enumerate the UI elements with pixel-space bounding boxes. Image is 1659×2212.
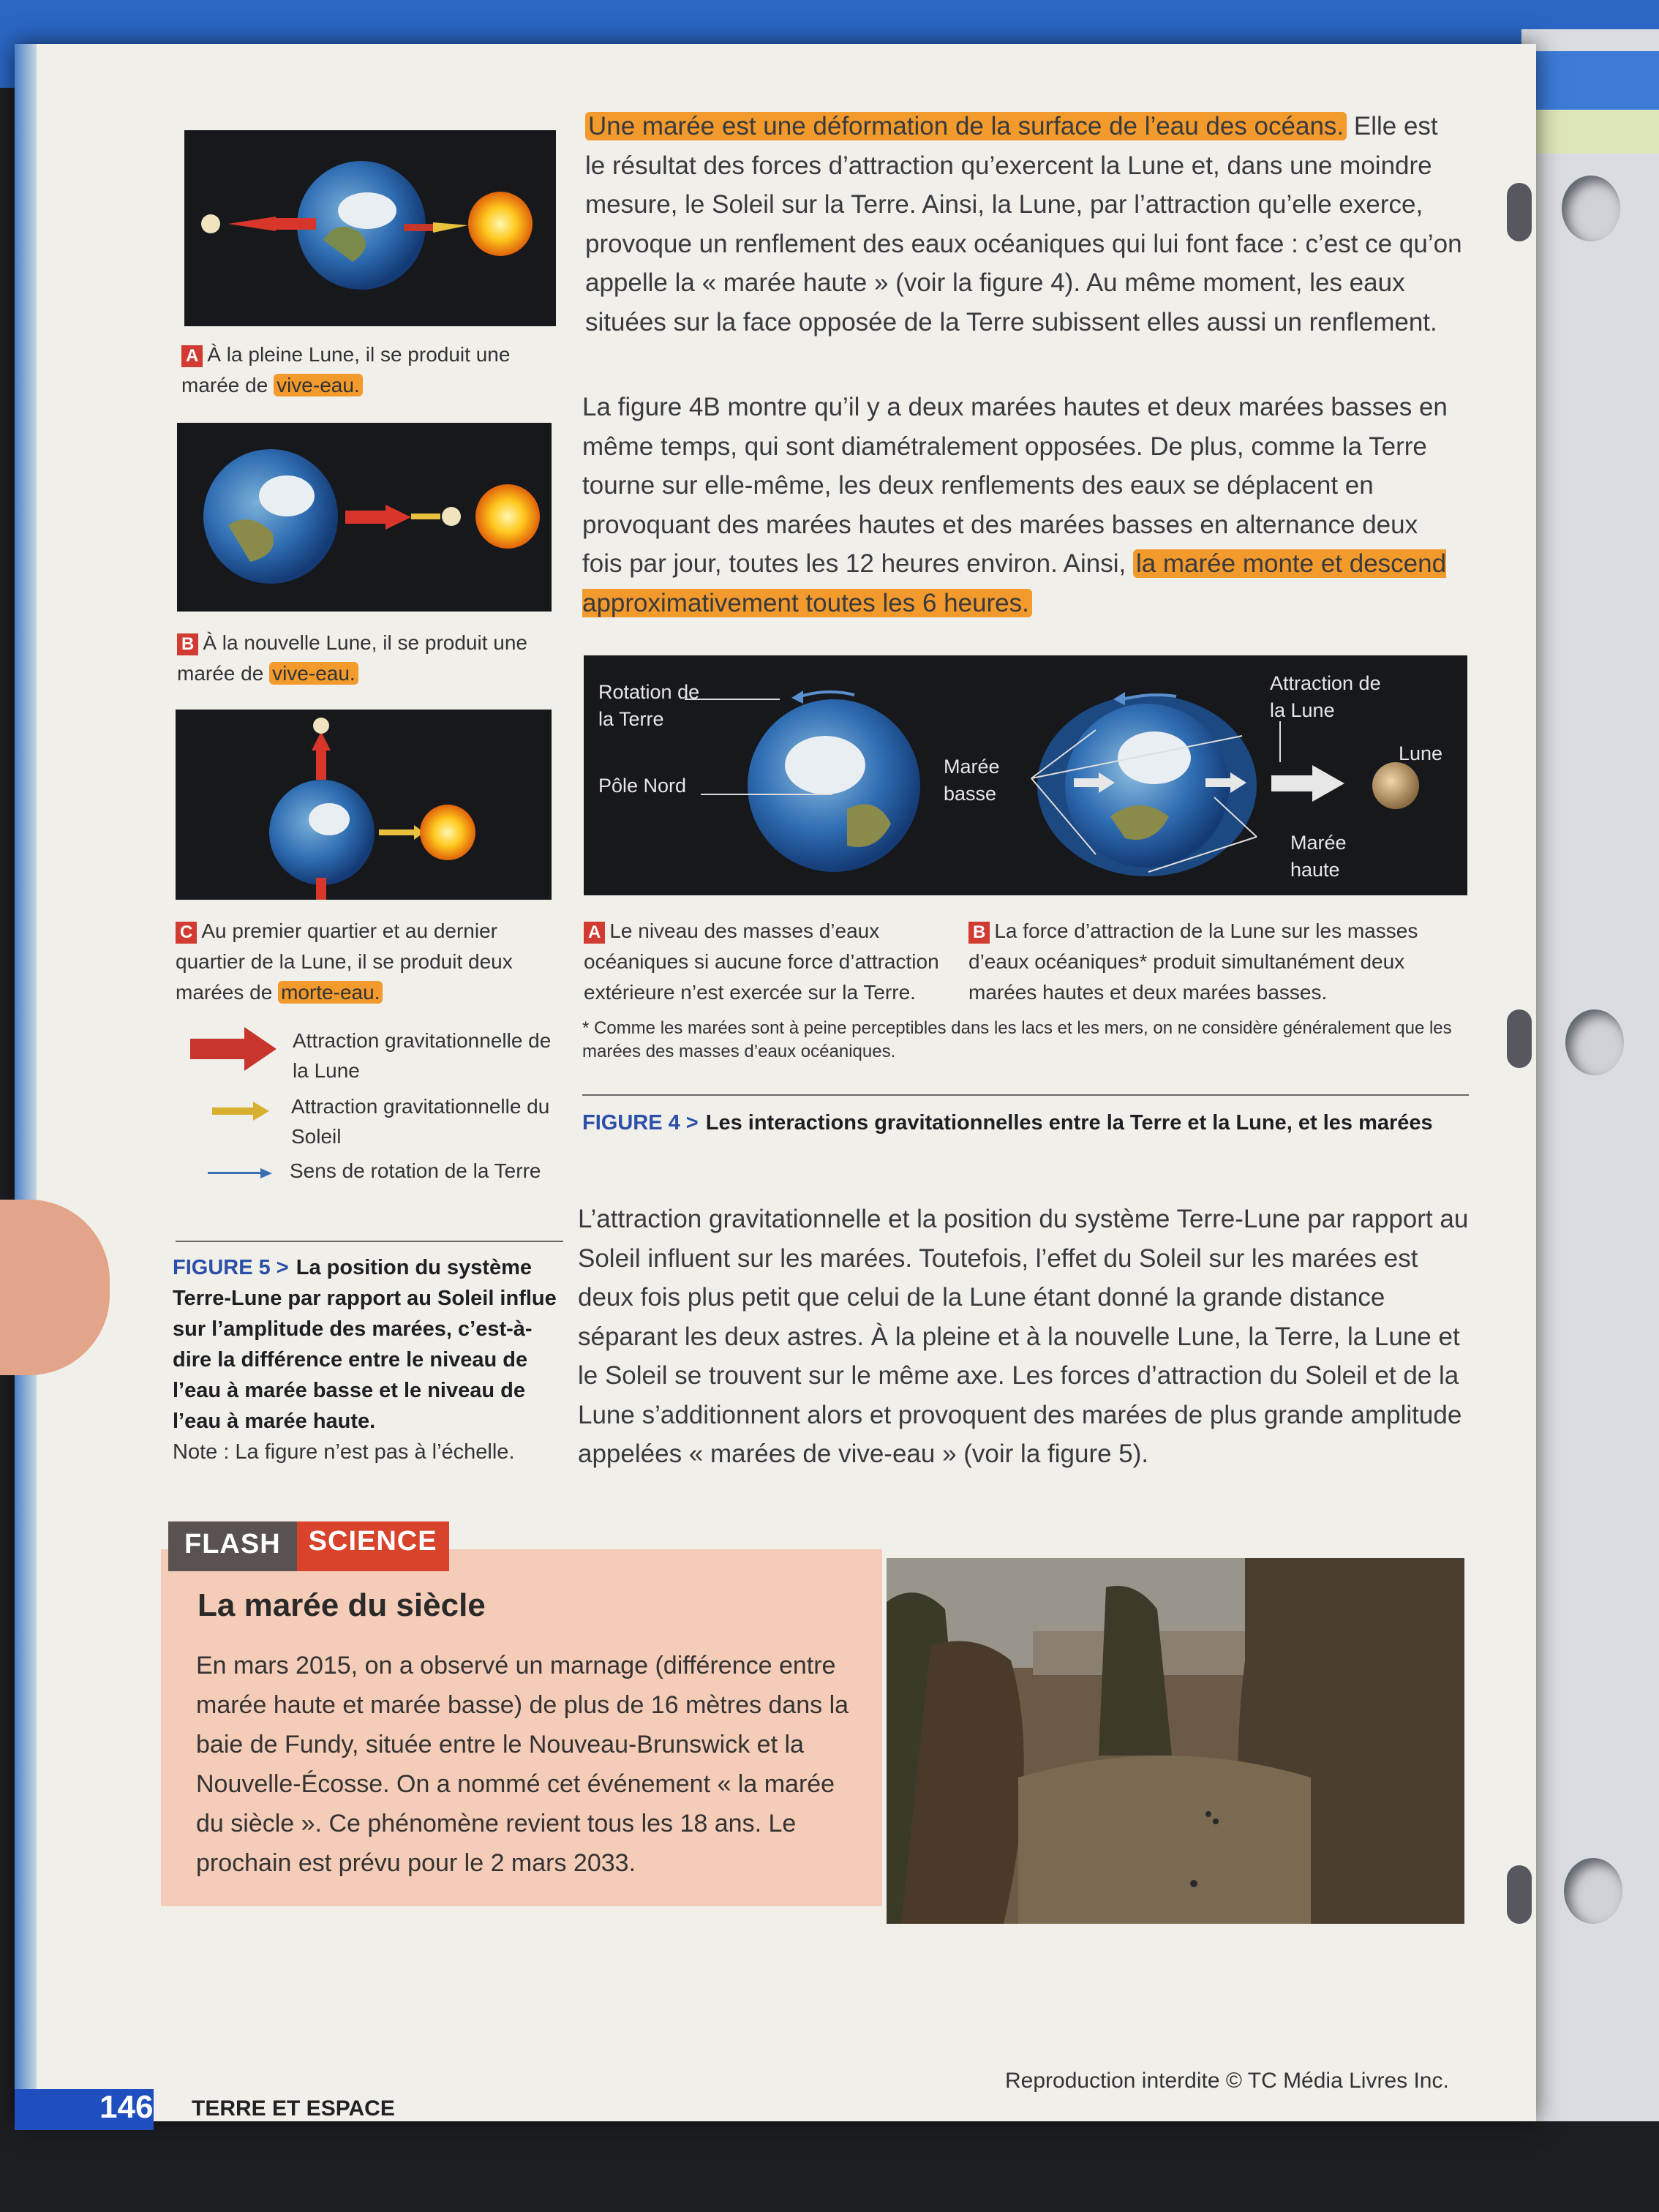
flash-tag-b: SCIENCE	[297, 1521, 449, 1571]
legend-red-arrow-icon	[190, 1027, 278, 1075]
legend-blue-arrow-icon	[208, 1166, 274, 1184]
legend-label-sun: Attraction gravitationnelle du Soleil	[291, 1095, 550, 1148]
figure5-caption-c	[176, 916, 556, 1008]
label-north-pole: Pôle Nord	[598, 775, 687, 797]
figure5-image-b	[177, 423, 552, 612]
textbook-page	[15, 44, 1536, 2125]
figure5-number: FIGURE 5 >	[173, 1256, 289, 1279]
figure5-title	[173, 1252, 568, 1467]
bay-of-fundy-photo	[887, 1558, 1464, 1924]
label-high-tide: Marée haute	[1290, 832, 1347, 881]
copyright: Reproduction interdite © TC Média Livres Inc.	[1005, 2069, 1449, 2093]
figure5-title-text: La position du système Terre-Lune par rapport au Soleil influe sur l’amplitude des marées, c’est-à-dire la différence entre le niveau de l’eau à marée basse et le niveau de l’eau à marée haute.	[173, 1256, 557, 1433]
section-name: TERRE ET ESPACE	[192, 2096, 395, 2121]
legend-label-moon: Attraction gravitationnelle de la Lune	[293, 1029, 552, 1082]
legend-yellow-arrow-icon	[212, 1100, 271, 1126]
figure5-image-a	[184, 130, 556, 326]
paragraph-1-text: Elle est le résultat des forces d’attraction qu’exercent la Lune et, dans une moindre mesure, le Soleil sur la Terre. Ainsi, la Lune, par l’attraction qu’elle exerce, provoque un renflement des eaux océaniques qui lui font face : c’est ce qu’on appelle la « marée haute » (voir la figure 4). Au même moment, les eaux situées sur la face opposée de la Terre subissent elles aussi un renflement.	[585, 112, 1462, 336]
figure4-image	[584, 655, 1467, 895]
caption-text: Au premier quartier et au dernier quartier de la Lune, il se produit deux marées de	[176, 919, 513, 1004]
label-moon-attraction: Attraction de la Lune	[1270, 672, 1381, 721]
flash-tag-a: FLASH	[168, 1521, 297, 1571]
binder-ring	[1507, 1865, 1532, 1924]
page-edge	[15, 44, 37, 2121]
quarter-moon-diagram	[176, 710, 552, 900]
flash-title: La marée du siècle	[198, 1587, 486, 1623]
full-moon-diagram	[184, 130, 556, 326]
binder-hole	[1564, 1858, 1622, 1924]
highlight: vive-eau.	[274, 374, 363, 396]
highlight: morte-eau.	[278, 981, 383, 1004]
binder-ring	[1507, 183, 1532, 241]
label-c: C	[176, 922, 197, 944]
flash-science-tag	[168, 1521, 449, 1571]
figure5-note: Note : La figure n’est pas à l’échelle.	[173, 1440, 515, 1464]
caption-text: Le niveau des masses d’eaux océaniques si aucune force d’attraction extérieure n’est exercée sur la Terre.	[584, 919, 939, 1004]
binder-ring	[1507, 1009, 1532, 1068]
figure4-title	[582, 1107, 1460, 1138]
label-moon: Lune	[1399, 742, 1443, 764]
paragraph-1	[585, 107, 1463, 342]
figure5-caption-a	[181, 339, 562, 401]
new-moon-diagram	[177, 423, 552, 612]
page-number: 146	[99, 2089, 154, 2125]
figure5-image-c	[176, 710, 552, 900]
legend-label-rotation: Sens de rotation de la Terre	[290, 1159, 541, 1182]
label-a: A	[584, 922, 605, 944]
highlight: vive-eau.	[269, 662, 358, 685]
figure4-title-text: Les interactions gravitationnelles entre la Terre et la Lune, et les marées	[705, 1111, 1433, 1135]
highlight: Une marée est une déformation de la surface de l’eau des océans.	[585, 112, 1347, 140]
paragraph-2	[582, 388, 1464, 622]
figure4-number: FIGURE 4 >	[582, 1111, 699, 1135]
figure4-caption-a	[584, 916, 964, 1008]
label-b: B	[177, 633, 198, 655]
paragraph-2-text: La figure 4B montre qu’il y a deux marées hautes et deux marées basses en même temps, qui sont diamétralement opposées. De plus, comme la Terre tourne sur elle-même, les deux renflements des eaux se déplacent en provoquant des marées hautes et des marées basses en alternance deux fois par jour, toutes les 12 heures environ. Ainsi,	[582, 393, 1448, 578]
divider	[176, 1241, 563, 1242]
flash-text: En mars 2015, on a observé un marnage (différence entre marée haute et marée basse) de plus de 16 mètres dans la baie de Fundy, située entre le Nouveau-Brunswick et la Nouvelle-Écosse. On a nommé cet événement « la marée du siècle ». Ce phénomène revient tous les 18 ans. Le prochain est prévu pour le 2 mars 2033.	[196, 1652, 849, 1877]
binder-hole	[1565, 1009, 1624, 1075]
label-a: A	[181, 345, 203, 367]
highlight: la marée monte et descend approximativement toutes les 6 heures.	[582, 549, 1447, 617]
binder-hole	[1562, 176, 1620, 241]
label-b: B	[968, 922, 990, 944]
label-rotation: Rotation de la Terre	[598, 681, 700, 730]
figure4-footnote: * Comme les marées sont à peine perceptibles dans les lacs et les mers, on ne considère généralement que les marées des masses d’eaux océaniques.	[582, 1018, 1452, 1061]
figure4-caption-b	[968, 916, 1466, 1008]
caption-text: À la pleine Lune, il se produit une marée de	[181, 343, 511, 396]
caption-text: À la nouvelle Lune, il se produit une marée de	[177, 631, 527, 685]
paragraph-3: L’attraction gravitationnelle et la position du système Terre-Lune par rapport au Soleil influent sur les marées. Toutefois, l’effet du Soleil sur les marées est deux fois plus petit que celui de la Lune étant donné la grande distance séparant les deux astres. À la pleine et à la nouvelle Lune, la Terre, la Lune et le Soleil se trouvent sur le même axe. Les forces d’attraction du Soleil et de la Lune s’additionnent alors et provoquent des marées de plus grande amplitude appelées « marées de vive-eau » (voir la figure 5).	[578, 1205, 1469, 1468]
adjacent-pages	[1521, 29, 1659, 2121]
caption-text: La force d’attraction de la Lune sur les masses d’eaux océaniques* produit simultanément deux marées hautes et deux marées basses.	[968, 919, 1418, 1004]
label-low-tide: Marée basse	[944, 756, 1000, 805]
divider	[582, 1094, 1469, 1096]
figure5-caption-b	[177, 628, 572, 689]
